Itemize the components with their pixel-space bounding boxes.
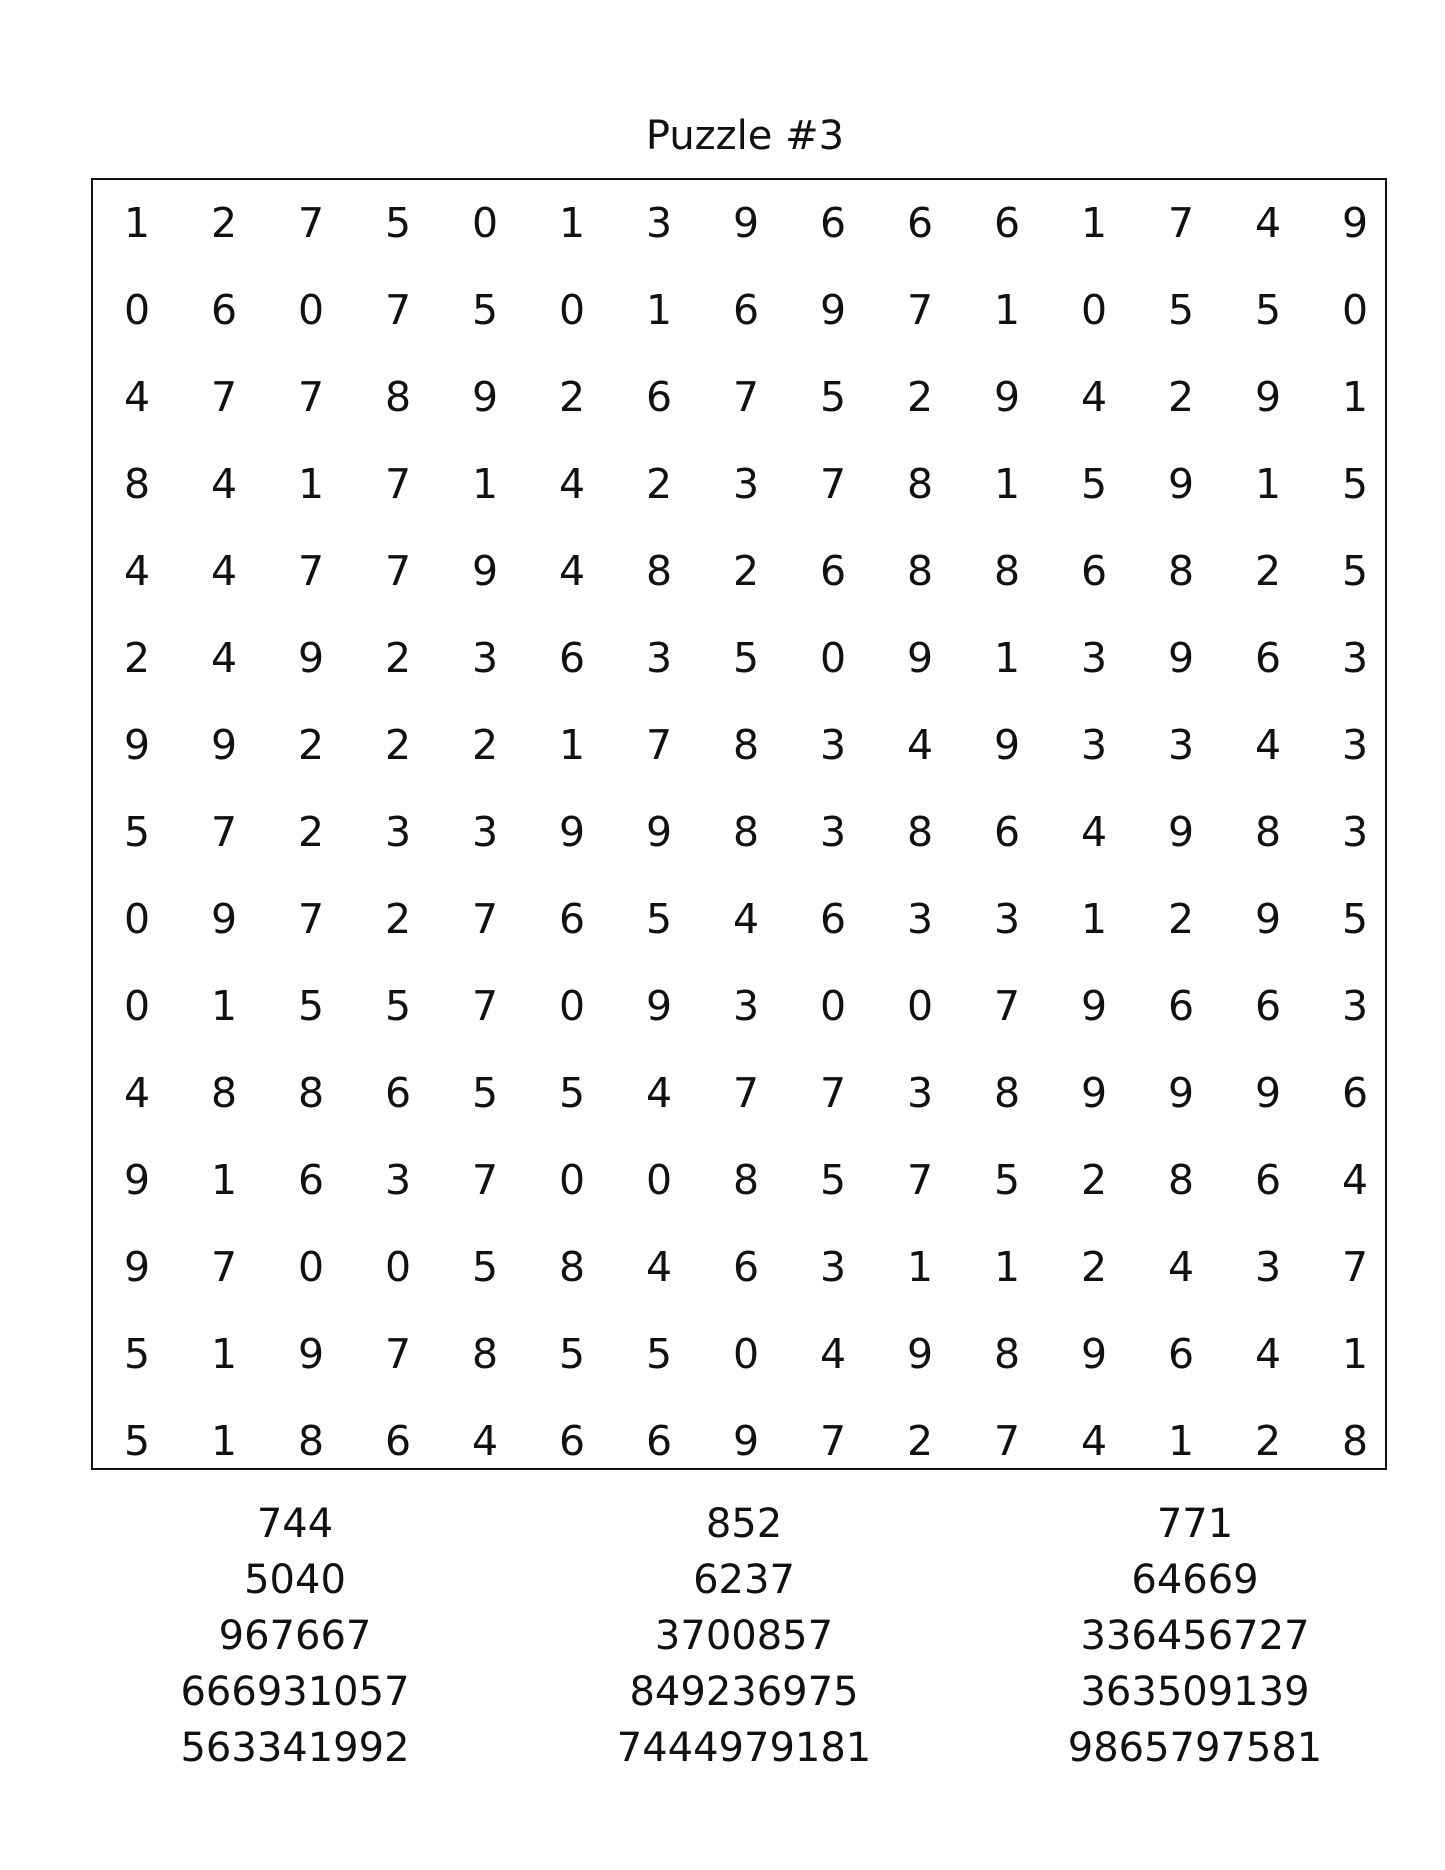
grid-row [93,963,1385,1050]
grid-cell[interactable]: 4 [558,460,586,508]
grid-cell[interactable]: 1 [210,1330,238,1378]
grid-cell[interactable]: 6 [1167,982,1195,1030]
grid-cell[interactable]: 8 [993,1330,1021,1378]
grid-cell[interactable]: 5 [1080,460,1108,508]
grid-cell[interactable]: 9 [1254,1069,1282,1117]
grid-cell[interactable]: 6 [819,199,847,247]
grid-cell[interactable]: 5 [471,1243,499,1291]
grid-cell[interactable]: 8 [732,808,760,856]
grid-cell[interactable]: 2 [906,373,934,421]
grid-cell[interactable]: 0 [558,1156,586,1204]
grid-cell[interactable]: 4 [645,1243,673,1291]
grid-cell[interactable]: 2 [210,199,238,247]
grid-cell[interactable]: 9 [993,721,1021,769]
grid-cell[interactable]: 2 [384,634,412,682]
grid-cell[interactable]: 0 [906,982,934,1030]
grid-cell[interactable]: 0 [819,634,847,682]
grid-cell[interactable]: 9 [1341,199,1369,247]
word-list-item: 64669 [1131,1557,1259,1603]
grid-cell[interactable]: 4 [906,721,934,769]
grid-cell[interactable]: 0 [732,1330,760,1378]
grid-cell[interactable]: 3 [993,895,1021,943]
grid-cell[interactable]: 8 [732,1156,760,1204]
grid-cell[interactable]: 8 [471,1330,499,1378]
grid-cell[interactable]: 9 [1167,460,1195,508]
grid-cell[interactable]: 9 [732,199,760,247]
grid-cell[interactable]: 1 [210,982,238,1030]
grid-cell[interactable]: 0 [471,199,499,247]
grid-cell[interactable]: 9 [993,373,1021,421]
grid-cell[interactable]: 9 [558,808,586,856]
grid-cell[interactable]: 5 [384,982,412,1030]
grid-cell[interactable]: 6 [210,286,238,334]
grid-cell[interactable]: 6 [1254,634,1282,682]
grid-cell[interactable]: 3 [471,634,499,682]
grid-cell[interactable]: 1 [123,199,151,247]
grid-cell[interactable]: 4 [123,1069,151,1117]
grid-cell[interactable]: 2 [297,721,325,769]
grid-cell[interactable]: 9 [297,1330,325,1378]
grid-cell[interactable]: 7 [471,1156,499,1204]
grid-cell[interactable]: 1 [210,1156,238,1204]
grid-cell[interactable]: 0 [645,1156,673,1204]
grid-row [93,1311,1385,1398]
grid-cell[interactable]: 6 [384,1417,412,1465]
grid-cell[interactable]: 9 [1167,634,1195,682]
grid-cell[interactable]: 8 [123,460,151,508]
grid-cell[interactable]: 7 [210,373,238,421]
grid-cell[interactable]: 7 [906,286,934,334]
grid-cell[interactable]: 8 [993,1069,1021,1117]
grid-cell[interactable]: 2 [1080,1156,1108,1204]
grid-cell[interactable]: 0 [297,1243,325,1291]
grid-cell[interactable]: 6 [1254,982,1282,1030]
word-list-item: 363509139 [1080,1669,1310,1715]
grid-cell[interactable]: 6 [906,199,934,247]
grid-cell[interactable]: 7 [906,1156,934,1204]
grid-cell[interactable]: 3 [645,634,673,682]
grid-cell[interactable]: 8 [210,1069,238,1117]
grid-cell[interactable]: 4 [732,895,760,943]
word-list-item: 849236975 [629,1669,859,1715]
grid-cell[interactable]: 9 [906,634,934,682]
word-list-item: 336456727 [1080,1613,1310,1659]
grid-cell[interactable]: 6 [819,895,847,943]
grid-cell[interactable]: 4 [1341,1156,1369,1204]
grid-cell[interactable]: 3 [1167,721,1195,769]
grid-cell[interactable]: 0 [123,895,151,943]
grid-cell[interactable]: 7 [1341,1243,1369,1291]
grid-cell[interactable]: 3 [906,895,934,943]
grid-row [93,1137,1385,1224]
grid-cell[interactable]: 5 [732,634,760,682]
grid-cell[interactable]: 1 [993,286,1021,334]
grid-cell[interactable]: 4 [1254,721,1282,769]
grid-cell[interactable]: 8 [297,1069,325,1117]
grid-cell[interactable]: 7 [297,547,325,595]
grid-cell[interactable]: 1 [1080,199,1108,247]
grid-cell[interactable]: 5 [1341,460,1369,508]
grid-row [93,441,1385,528]
grid-cell[interactable]: 9 [1254,373,1282,421]
grid-cell[interactable]: 9 [1080,1330,1108,1378]
grid-cell[interactable]: 1 [906,1243,934,1291]
grid-cell[interactable]: 5 [297,982,325,1030]
grid-cell[interactable]: 8 [558,1243,586,1291]
grid-cell[interactable]: 6 [645,373,673,421]
grid-cell[interactable]: 0 [1341,286,1369,334]
grid-cell[interactable]: 4 [210,634,238,682]
grid-cell[interactable]: 5 [558,1330,586,1378]
grid-row [93,354,1385,441]
grid-cell[interactable]: 7 [819,1069,847,1117]
word-list-item: 7444979181 [616,1725,872,1771]
grid-cell[interactable]: 3 [906,1069,934,1117]
grid-cell[interactable]: 8 [906,808,934,856]
grid-cell[interactable]: 7 [471,895,499,943]
word-list-item: 852 [705,1501,783,1547]
word-list-column-2 [554,1496,934,1776]
grid-cell[interactable]: 7 [1167,199,1195,247]
grid-cell[interactable]: 3 [819,1243,847,1291]
grid-cells [93,180,1385,1468]
grid-cell[interactable]: 5 [384,199,412,247]
grid-cell[interactable]: 5 [123,1417,151,1465]
grid-cell[interactable]: 4 [1080,1417,1108,1465]
grid-cell[interactable]: 9 [123,1156,151,1204]
grid-cell[interactable]: 5 [1167,286,1195,334]
grid-cell[interactable]: 2 [384,895,412,943]
word-list-item: 563341992 [180,1725,410,1771]
grid-cell[interactable]: 3 [819,721,847,769]
grid-cell[interactable]: 3 [1341,982,1369,1030]
grid-cell[interactable]: 0 [1080,286,1108,334]
grid-cell[interactable]: 9 [645,808,673,856]
grid-cell[interactable]: 6 [384,1069,412,1117]
grid-cell[interactable]: 4 [123,373,151,421]
grid-cell[interactable]: 7 [384,547,412,595]
grid-cell[interactable]: 5 [645,1330,673,1378]
grid-cell[interactable]: 5 [993,1156,1021,1204]
grid-cell[interactable]: 6 [819,547,847,595]
grid-cell[interactable]: 3 [471,808,499,856]
grid-cell[interactable]: 1 [1080,895,1108,943]
grid-row [93,789,1385,876]
word-list-item: 666931057 [180,1669,410,1715]
grid-cell[interactable]: 6 [297,1156,325,1204]
grid-cell[interactable]: 3 [384,1156,412,1204]
grid-cell[interactable]: 2 [1167,373,1195,421]
grid-cell[interactable]: 5 [558,1069,586,1117]
grid-cell[interactable]: 9 [732,1417,760,1465]
grid-cell[interactable]: 7 [384,1330,412,1378]
grid-cell[interactable]: 5 [645,895,673,943]
grid-cell[interactable]: 0 [297,286,325,334]
grid-row [93,1050,1385,1137]
grid-cell[interactable]: 7 [645,721,673,769]
grid-cell[interactable]: 4 [558,547,586,595]
grid-cell[interactable]: 1 [297,460,325,508]
grid-cell[interactable]: 7 [732,1069,760,1117]
grid-cell[interactable]: 7 [384,286,412,334]
word-list-item: 744 [256,1501,334,1547]
grid-cell[interactable]: 3 [1080,634,1108,682]
grid-cell[interactable]: 5 [1254,286,1282,334]
grid-cell[interactable]: 2 [732,547,760,595]
grid-cell[interactable]: 2 [297,808,325,856]
grid-cell[interactable]: 9 [1167,1069,1195,1117]
word-list-item: 3700857 [654,1613,834,1659]
grid-cell[interactable]: 2 [1254,1417,1282,1465]
grid-cell[interactable]: 9 [645,982,673,1030]
grid-cell[interactable]: 4 [1080,373,1108,421]
grid-row [93,876,1385,963]
grid-row [93,615,1385,702]
grid-cell[interactable]: 5 [123,808,151,856]
grid-cell[interactable]: 7 [732,373,760,421]
grid-cell[interactable]: 9 [1254,895,1282,943]
grid-cell[interactable]: 6 [558,1417,586,1465]
grid-cell[interactable]: 9 [210,721,238,769]
grid-cell[interactable]: 1 [645,286,673,334]
grid-cell[interactable]: 8 [297,1417,325,1465]
grid-cell[interactable]: 8 [993,547,1021,595]
grid-row [93,702,1385,789]
grid-cell[interactable]: 2 [645,460,673,508]
grid-cell[interactable]: 7 [210,1243,238,1291]
grid-cell[interactable]: 2 [471,721,499,769]
grid-cell[interactable]: 5 [819,1156,847,1204]
grid-cell[interactable]: 6 [732,1243,760,1291]
word-list-column-1 [105,1496,485,1776]
grid-cell[interactable]: 8 [384,373,412,421]
grid-cell[interactable]: 6 [732,286,760,334]
grid-cell[interactable]: 6 [1254,1156,1282,1204]
grid-cell[interactable]: 9 [123,721,151,769]
grid-cell[interactable]: 0 [819,982,847,1030]
puzzle-title: Puzzle #3 [645,113,845,159]
grid-row [93,180,1385,267]
grid-cell[interactable]: 6 [1341,1069,1369,1117]
grid-cell[interactable]: 5 [471,1069,499,1117]
grid-cell[interactable]: 2 [384,721,412,769]
grid-cell[interactable]: 5 [471,286,499,334]
grid-cell[interactable]: 9 [1080,1069,1108,1117]
grid-cell[interactable]: 1 [210,1417,238,1465]
grid-cell[interactable]: 9 [123,1243,151,1291]
grid-cell[interactable]: 3 [732,982,760,1030]
word-list-item: 6237 [693,1557,795,1603]
grid-cell[interactable]: 8 [645,547,673,595]
grid-cell[interactable]: 2 [1254,547,1282,595]
grid-cell[interactable]: 1 [558,199,586,247]
grid-cell[interactable]: 7 [210,808,238,856]
grid-cell[interactable]: 6 [1080,547,1108,595]
grid-cell[interactable]: 3 [1341,808,1369,856]
grid-cell[interactable]: 0 [123,982,151,1030]
grid-cell[interactable]: 7 [993,982,1021,1030]
grid-cell[interactable]: 3 [384,808,412,856]
grid-cell[interactable]: 0 [123,286,151,334]
grid-cell[interactable]: 1 [1167,1417,1195,1465]
grid-cell[interactable]: 5 [123,1330,151,1378]
grid-cell[interactable]: 7 [297,373,325,421]
grid-cell[interactable]: 4 [1254,1330,1282,1378]
grid-cell[interactable]: 8 [1341,1417,1369,1465]
grid-cell[interactable]: 9 [906,1330,934,1378]
grid-cell[interactable]: 6 [993,199,1021,247]
grid-cell[interactable]: 4 [645,1069,673,1117]
word-list-item: 967667 [218,1613,372,1659]
grid-cell[interactable]: 4 [210,547,238,595]
grid-cell[interactable]: 9 [471,373,499,421]
grid-cell[interactable]: 1 [558,721,586,769]
grid-cell[interactable]: 7 [297,895,325,943]
grid-cell[interactable]: 4 [210,460,238,508]
grid-cell[interactable]: 3 [819,808,847,856]
grid-cell[interactable]: 8 [1254,808,1282,856]
grid-cell[interactable]: 8 [1167,1156,1195,1204]
grid-cell[interactable]: 1 [993,460,1021,508]
grid-cell[interactable]: 2 [906,1417,934,1465]
grid-cell[interactable]: 6 [993,808,1021,856]
grid-cell[interactable]: 4 [1254,199,1282,247]
word-list-item: 9865797581 [1067,1725,1323,1771]
grid-cell[interactable]: 9 [1167,808,1195,856]
grid-cell[interactable]: 2 [558,373,586,421]
grid-cell[interactable]: 5 [1341,547,1369,595]
grid-cell[interactable]: 6 [558,895,586,943]
grid-row [93,1398,1385,1485]
grid-row [93,528,1385,615]
grid-cell[interactable]: 2 [123,634,151,682]
grid-cell[interactable]: 1 [471,460,499,508]
grid-cell[interactable]: 8 [906,547,934,595]
grid-cell[interactable]: 7 [993,1417,1021,1465]
grid-cell[interactable]: 4 [123,547,151,595]
grid-cell[interactable]: 4 [819,1330,847,1378]
grid-cell[interactable]: 7 [384,460,412,508]
grid-cell[interactable]: 9 [1080,982,1108,1030]
grid-cell[interactable]: 9 [819,286,847,334]
grid-cell[interactable]: 8 [906,460,934,508]
grid-cell[interactable]: 3 [1341,721,1369,769]
grid-cell[interactable]: 1 [993,1243,1021,1291]
grid-cell[interactable]: 0 [558,982,586,1030]
grid-cell[interactable]: 0 [384,1243,412,1291]
grid-cell[interactable]: 6 [558,634,586,682]
grid-cell[interactable]: 1 [1341,1330,1369,1378]
grid-cell[interactable]: 3 [1080,721,1108,769]
grid-cell[interactable]: 4 [471,1417,499,1465]
grid-cell[interactable]: 9 [210,895,238,943]
grid-cell[interactable]: 9 [297,634,325,682]
grid-cell[interactable]: 5 [819,373,847,421]
grid-cell[interactable]: 7 [471,982,499,1030]
grid-cell[interactable]: 6 [1167,1330,1195,1378]
grid-cell[interactable]: 3 [1254,1243,1282,1291]
grid-cell[interactable]: 9 [471,547,499,595]
grid-cell[interactable]: 2 [1167,895,1195,943]
grid-cell[interactable]: 1 [1341,373,1369,421]
grid-cell[interactable]: 8 [732,721,760,769]
grid-cell[interactable]: 2 [1080,1243,1108,1291]
grid-cell[interactable]: 3 [732,460,760,508]
grid-cell[interactable]: 7 [297,199,325,247]
grid-cell[interactable]: 5 [1341,895,1369,943]
grid-cell[interactable]: 4 [1167,1243,1195,1291]
grid-cell[interactable]: 0 [558,286,586,334]
grid-cell[interactable]: 3 [1341,634,1369,682]
word-list-item: 771 [1156,1501,1234,1547]
grid-cell[interactable]: 3 [645,199,673,247]
grid-cell[interactable]: 8 [1167,547,1195,595]
grid-row [93,1224,1385,1311]
word-list-column-3 [1005,1496,1385,1776]
word-list-item: 5040 [244,1557,346,1603]
grid-cell[interactable]: 4 [1080,808,1108,856]
grid-cell[interactable]: 1 [1254,460,1282,508]
grid-cell[interactable]: 1 [993,634,1021,682]
number-grid [91,178,1387,1470]
grid-row [93,267,1385,354]
grid-cell[interactable]: 6 [645,1417,673,1465]
grid-cell[interactable]: 7 [819,460,847,508]
grid-cell[interactable]: 7 [819,1417,847,1465]
